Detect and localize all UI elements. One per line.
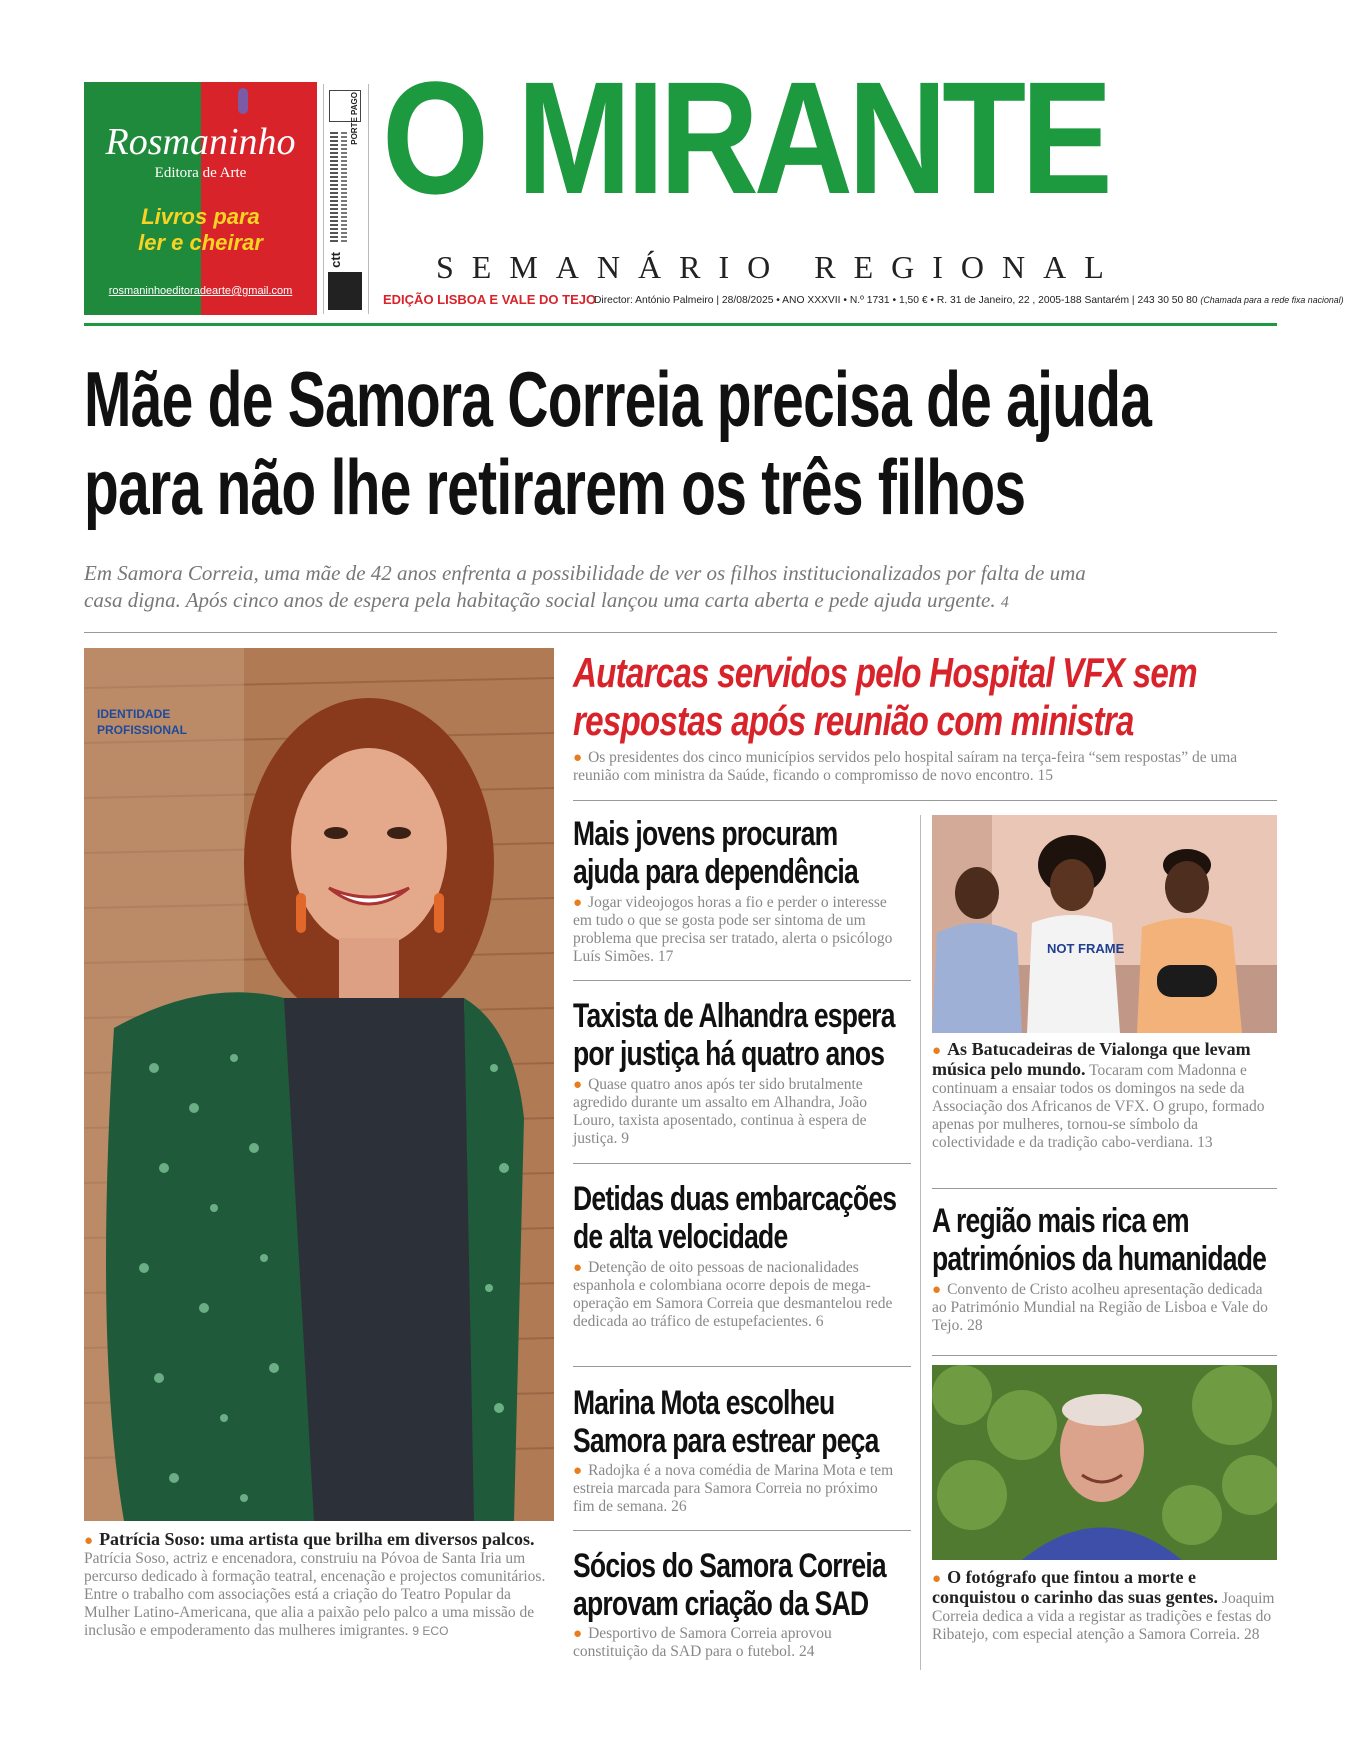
photo-three-women bbox=[932, 815, 1277, 1033]
advertisement-box[interactable] bbox=[84, 82, 317, 315]
main-photo-caption bbox=[84, 1530, 554, 1640]
masthead-tagline: SEMANÁRIO REGIONAL bbox=[436, 249, 1122, 285]
masthead-info-note: (Chamada para a rede fixa nacional) bbox=[1200, 295, 1344, 305]
batucadeiras-page: 13 bbox=[1197, 1134, 1213, 1151]
article-2-headline-line1: Taxista de Alhandra espera bbox=[573, 997, 895, 1035]
ad-slogan-line2: ler e cheirar bbox=[138, 230, 263, 255]
column-divider bbox=[920, 815, 921, 1670]
article-5-headline-line1: Sócios do Samora Correia bbox=[573, 1547, 886, 1585]
article-1-headline[interactable] bbox=[573, 815, 858, 891]
main-photo[interactable] bbox=[84, 648, 554, 1521]
article-2-page: 9 bbox=[621, 1130, 629, 1147]
heritage-headline[interactable] bbox=[932, 1202, 1266, 1278]
article-5-headline-line2: aprovam criação da SAD bbox=[573, 1585, 869, 1623]
article-4-page: 26 bbox=[671, 1498, 687, 1515]
bullet-icon: ● bbox=[932, 1282, 942, 1298]
lead-standfirst-line2: casa digna. Após cinco anos de espera pela habitação social lançou uma carta aberta e pede ajuda urgente. bbox=[84, 588, 996, 612]
lead-headline[interactable] bbox=[84, 355, 1151, 531]
masthead-info-text: Director: António Palmeiro | 28/08/2025 • ANO XXXVII • N.º 1731 • 1,50 € • R. 31 de Janeiro, 22 , 2005-188 Santarém | 243 30 50 80 bbox=[594, 294, 1198, 306]
ad-email-link[interactable]: rosmaninhoeditoradearte@gmail.com bbox=[108, 285, 293, 297]
photo-section-label-line2: PROFISSIONAL bbox=[97, 723, 188, 737]
divider bbox=[932, 1355, 1277, 1356]
article-4-headline-line2: Samora para estrear peça bbox=[573, 1422, 879, 1460]
lead-standfirst-line1: Em Samora Correia, uma mãe de 42 anos enfrenta a possibilidade de ver os filhos institucionalizados por falta de uma bbox=[84, 561, 1086, 585]
photo-photographer bbox=[932, 1365, 1277, 1560]
divider bbox=[932, 1188, 1277, 1189]
photographer-caption-body: Joaquim Correia dedica a vida a registar as tradições e festas do Ribatejo, com especial atenção a Samora Correia. bbox=[932, 1590, 1275, 1643]
edition-label: EDIÇÃO LISBOA E VALE DO TEJO bbox=[383, 292, 597, 307]
bullet-icon: ● bbox=[573, 1260, 583, 1276]
article-4-body bbox=[573, 1462, 898, 1516]
lead-standfirst bbox=[84, 560, 1284, 616]
article-3-body-text: Detenção de oito pessoas de nacionalidades espanhola e colombiana ocorre depois de mega-operação em Samora Correia que desmantelou rede dedicada ao tráfico de estupefacientes. bbox=[573, 1259, 893, 1330]
main-photo-caption-title: Patrícia Soso: uma artista que brilha em diversos palcos. bbox=[99, 1529, 535, 1549]
ad-green-panel bbox=[84, 82, 201, 315]
bullet-icon: ● bbox=[932, 1043, 942, 1059]
article-2-headline-line2: por justiça há quatro anos bbox=[573, 1035, 885, 1073]
divider bbox=[573, 1366, 911, 1367]
divider bbox=[573, 980, 911, 981]
article-3-body bbox=[573, 1259, 898, 1331]
heritage-body-text: Convento de Cristo acolheu apresentação dedicada ao Património Mundial na Região de Lisboa e Vale do Tejo. bbox=[932, 1281, 1268, 1334]
secondary-headline-line2: respostas após reunião com ministra bbox=[573, 697, 1134, 744]
masthead-divider bbox=[84, 323, 1277, 326]
photographer-caption bbox=[932, 1568, 1277, 1644]
secondary-page: 15 bbox=[1037, 767, 1053, 784]
photo-woman-wood-wall bbox=[84, 648, 554, 1521]
photographer-photo[interactable] bbox=[932, 1365, 1277, 1560]
main-photo-caption-body: Patrícia Soso, actriz e encenadora, construiu na Póvoa de Santa Iria um percurso dedicado à formação teatral, encenação e projectos comunitários. Entre o trabalho com associações está a criação do Teatro Popular da Mulher Latino-Americana, que alia a paixão pelo palco a uma missão de inclusão e empoderamento das mulheres imigrantes. bbox=[84, 1550, 546, 1639]
masthead-info bbox=[594, 294, 1344, 306]
heritage-headline-line2: patrimónios da humanidade bbox=[932, 1240, 1267, 1278]
secondary-headline-line1: Autarcas servidos pelo Hospital VFX sem bbox=[573, 649, 1197, 696]
bullet-icon: ● bbox=[573, 1463, 583, 1479]
ad-slogan bbox=[84, 204, 317, 256]
article-4-body-text: Radojka é a nova comédia de Marina Mota e tem estreia marcada para Samora Correia no próximo fim de semana. bbox=[573, 1462, 894, 1515]
ad-brand: Rosmaninho bbox=[105, 121, 296, 163]
article-1-body-text: Jogar videojogos horas a fio e perder o interesse em tudo o que se gosta pode ser sintoma de um problema que precisa ser tratado, alerta o psicólogo Luís Simões. bbox=[573, 894, 893, 965]
porte-pago-label: PORTE PAGO bbox=[350, 92, 359, 145]
postal-strip bbox=[323, 84, 369, 314]
heritage-page: 28 bbox=[967, 1317, 983, 1334]
article-3-headline-line1: Detidas duas embarcações bbox=[573, 1180, 897, 1218]
secondary-body bbox=[573, 749, 1273, 785]
shirt-text: NOT FRAME bbox=[1047, 941, 1125, 956]
section-divider bbox=[84, 632, 1277, 633]
ctt-logo: ctt bbox=[328, 252, 343, 268]
lead-headline-line2: para não lhe retirarem os três filhos bbox=[84, 443, 1026, 531]
bullet-icon: ● bbox=[573, 1077, 583, 1093]
article-5-body bbox=[573, 1625, 898, 1661]
article-1-headline-line2: ajuda para dependência bbox=[573, 853, 858, 891]
article-1-body bbox=[573, 894, 898, 966]
article-3-headline-line2: de alta velocidade bbox=[573, 1218, 788, 1256]
article-1-headline-line1: Mais jovens procuram bbox=[573, 815, 838, 853]
fine-print-block bbox=[330, 132, 338, 242]
photographer-page: 28 bbox=[1244, 1626, 1260, 1643]
photo-section-label bbox=[97, 706, 187, 738]
batucadeiras-caption-title: As Batucadeiras de Vialonga que levam música pelo mundo. bbox=[932, 1039, 1251, 1079]
batucadeiras-photo[interactable] bbox=[932, 815, 1277, 1033]
heritage-body bbox=[932, 1281, 1277, 1335]
article-2-body bbox=[573, 1076, 898, 1148]
article-3-page: 6 bbox=[815, 1313, 824, 1330]
batucadeiras-caption-body: Tocaram com Madonna e continuam a ensaiar todos os domingos na sede da Associação dos Africanos de VFX. O grupo, formado apenas por mulheres, tornou-se símbolo da colectividade e da tradição cabo-verdiana. bbox=[932, 1062, 1265, 1151]
article-1-page: 17 bbox=[657, 948, 674, 965]
lead-page-number: 4 bbox=[1000, 594, 1009, 611]
fine-print-block-2 bbox=[341, 132, 347, 242]
article-5-page: 24 bbox=[798, 1643, 815, 1660]
bullet-icon: ● bbox=[573, 750, 583, 766]
bullet-icon: ● bbox=[573, 1626, 583, 1642]
photographer-caption-title: O fotógrafo que fintou a morte e conquistou o carinho das suas gentes. bbox=[932, 1567, 1219, 1607]
article-3-headline[interactable] bbox=[573, 1180, 896, 1256]
bullet-icon: ● bbox=[573, 895, 583, 911]
article-4-headline[interactable] bbox=[573, 1384, 879, 1460]
main-photo-page: 9 ECO bbox=[412, 1624, 449, 1638]
article-4-headline-line1: Marina Mota escolheu bbox=[573, 1384, 835, 1422]
divider bbox=[573, 800, 1277, 801]
publication-badge bbox=[328, 272, 362, 310]
batucadeiras-caption bbox=[932, 1040, 1277, 1152]
ad-red-panel bbox=[201, 82, 317, 315]
bullet-icon: ● bbox=[932, 1571, 942, 1587]
divider bbox=[573, 1530, 911, 1531]
divider bbox=[573, 1163, 911, 1164]
heritage-headline-line1: A região mais rica em bbox=[932, 1202, 1189, 1240]
article-5-headline[interactable] bbox=[573, 1547, 886, 1623]
secondary-headline[interactable] bbox=[573, 649, 1197, 745]
photo-section-label-line1: IDENTIDADE bbox=[97, 707, 171, 721]
lavender-icon bbox=[238, 88, 248, 114]
newspaper-logo[interactable]: O MIRANTE bbox=[382, 48, 1108, 227]
article-2-headline[interactable] bbox=[573, 997, 895, 1073]
article-5-body-text: Desportivo de Samora Correia aprovou constituição da SAD para o futebol. bbox=[573, 1625, 832, 1660]
ad-slogan-line1: Livros para bbox=[141, 204, 260, 229]
lead-headline-line1: Mãe de Samora Correia precisa de ajuda bbox=[84, 355, 1152, 443]
bullet-icon: ● bbox=[84, 1533, 94, 1549]
secondary-body-text: Os presidentes dos cinco municípios servidos pelo hospital saíram na terça-feira “sem respostas” de uma reunião com ministra da Saúde, ficando o compromisso de novo encontro. bbox=[573, 749, 1238, 784]
ad-subtitle: Editora de Arte bbox=[154, 165, 247, 181]
article-2-body-text: Quase quatro anos após ter sido brutalmente agredido durante um assalto em Alhandra, João Louro, taxista aposentado, continua à espera de justiça. bbox=[573, 1076, 867, 1147]
